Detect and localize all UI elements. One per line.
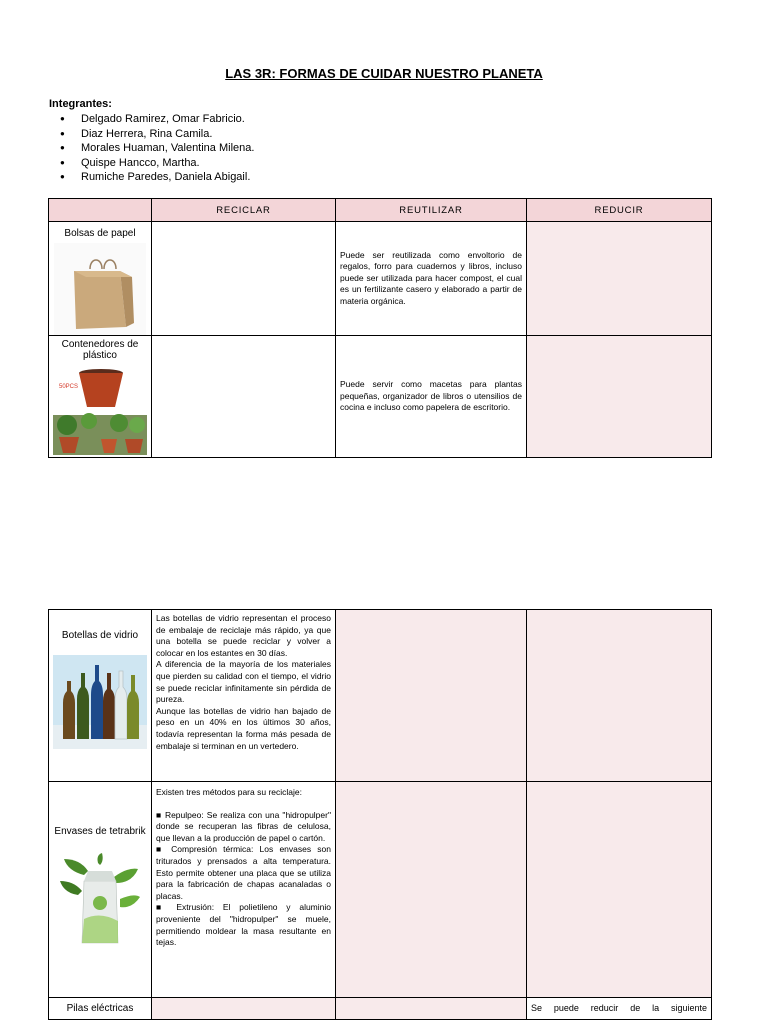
reducir-cell (527, 222, 712, 336)
table-header-reducir: REDUCIR (527, 199, 712, 222)
plastic-pots-image (53, 363, 147, 455)
reutilizar-cell (336, 610, 527, 782)
paragraph: ■ Extrusión: El polietileno y aluminio proveniente del "hidropulper" se muele, permitiendo moldear la masa resultante en tejas. (156, 902, 331, 948)
list-item: ● Rumiche Paredes, Daniela Abigail. (49, 170, 254, 185)
pots-image-label: 50PCS (59, 384, 79, 390)
paragraph: Existen tres métodos para su reciclaje: (156, 787, 302, 797)
tetrabrik-image (58, 853, 142, 945)
list-item: ● Morales Huaman, Valentina Milena. (49, 141, 254, 156)
reutilizar-cell (336, 998, 527, 1020)
reutilizar-cell (336, 782, 527, 998)
reciclar-cell (152, 610, 336, 782)
three-r-table-2 (48, 609, 712, 1020)
three-r-table-1 (48, 198, 712, 458)
row-label: Contenedores de plástico (61, 339, 139, 361)
row-label: Bolsas de papel (64, 228, 136, 239)
paragraph: Aunque las botellas de vidrio han bajado de peso en un 40% en los últimos 30 años, todavía representan la forma más pesada de embalaje si terminan en un vertedero. (156, 705, 331, 751)
list-item: ● Diaz Herrera, Rina Camila. (49, 127, 254, 142)
paragraph: A diferencia de la mayoría de los materiales que pierden su calidad con el tiempo, el vidrio se puede reciclar infinitamente sin pérdida de pureza. (156, 659, 331, 705)
row-label: Envases de tetrabrik (54, 826, 146, 837)
reciclar-cell (152, 998, 336, 1020)
glass-bottles-image (53, 655, 147, 749)
row-label-cell (49, 782, 152, 998)
table-header-row (49, 199, 712, 222)
document-title: LAS 3R: FORMAS DE CUIDAR NUESTRO PLANETA (225, 66, 543, 81)
row-label: Botellas de vidrio (61, 630, 139, 641)
list-item: ● Quispe Hancco, Martha. (49, 156, 254, 171)
paper-bag-image (54, 243, 146, 335)
row-label-cell (49, 336, 152, 458)
reciclar-cell (152, 222, 336, 336)
table-row (49, 222, 712, 336)
table-header-reciclar: RECICLAR (152, 199, 336, 222)
row-label-cell (49, 222, 152, 336)
reducir-cell: Se puede reducir de la siguiente (527, 998, 712, 1020)
table-header-reutilizar: REUTILIZAR (336, 199, 527, 222)
table-row (49, 610, 712, 782)
table-row (49, 782, 712, 998)
integrantes-label: Integrantes: (49, 98, 112, 110)
reducir-cell (527, 336, 712, 458)
reutilizar-cell: Puede ser reutilizada como envoltorio de regalos, forro para cuadernos y libros, incluso puede ser utilizada para hacer compost, el cual es un fertilizante casero y elaborado a partir de materia orgánica. (336, 222, 527, 336)
table-row (49, 336, 712, 458)
paragraph: ■ Compresión térmica: Los envases son triturados y prensados a alta temperatura. Esto permite obtener una placa que se utiliza para la fabricación de chapas acanaladas o placas. (156, 844, 331, 901)
reciclar-cell (152, 336, 336, 458)
reducir-cell (527, 782, 712, 998)
paragraph: Las botellas de vidrio representan el proceso de embalaje de reciclaje más rápido, ya que una botella se puede reciclar y volver a colocar en los estantes en 30 días. (156, 613, 331, 658)
paragraph: ■ Repulpeo: Se realiza con una "hidropulper" donde se recuperan las fibras de celulosa, que llevan a la producción de papel o cartón. (156, 809, 331, 843)
reutilizar-cell: Puede servir como macetas para plantas pequeñas, organizador de libros o utensilios de cocina e incluso como papelera de escritorio. (336, 336, 527, 458)
row-label-cell (49, 610, 152, 782)
list-item: ● Delgado Ramirez, Omar Fabricio. (49, 112, 254, 127)
reciclar-cell (152, 782, 336, 998)
table-row (49, 998, 712, 1020)
row-label: Pilas eléctricas (49, 998, 152, 1020)
members-list (49, 112, 254, 185)
reducir-cell (527, 610, 712, 782)
table-header-empty (49, 199, 152, 222)
